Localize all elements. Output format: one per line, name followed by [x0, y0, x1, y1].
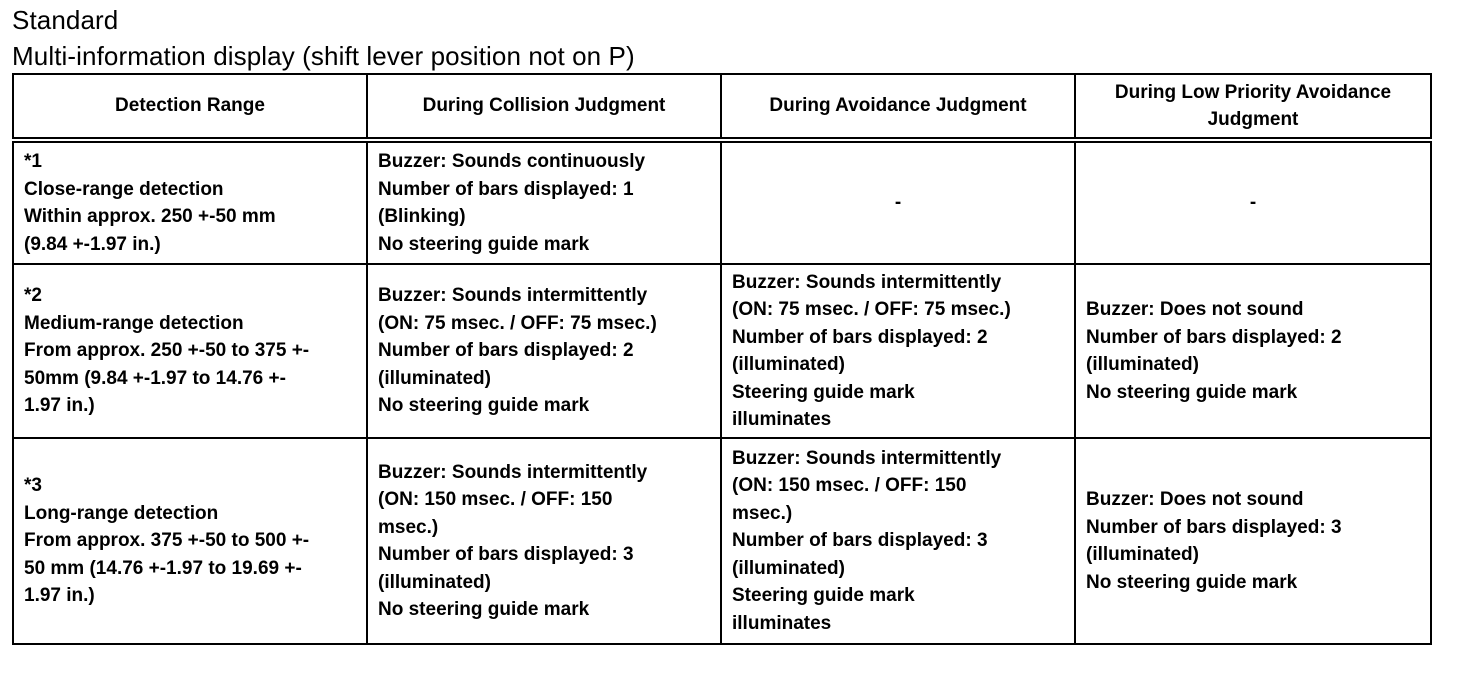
- cell-line: No steering guide mark: [378, 395, 590, 417]
- table-row: [13, 140, 1431, 264]
- cell-avoidance-judgment: [721, 264, 1075, 438]
- document-title: Standard: [12, 5, 119, 35]
- cell-line: -: [894, 192, 902, 214]
- cell-line: (Blinking): [378, 206, 466, 227]
- cell-low-priority-judgment: [1075, 264, 1431, 438]
- cell-line: During Low Priority Avoidance: [1114, 81, 1392, 103]
- table-row: [13, 438, 1431, 644]
- cell-line: Number of bars displayed: 3: [378, 544, 634, 565]
- cell-line: (illuminated): [1086, 354, 1199, 375]
- cell-avoidance-judgment: [721, 140, 1075, 264]
- header-collision-judgment: [367, 74, 721, 140]
- cell-line: (ON: 75 msec. / OFF: 75 msec.): [378, 312, 657, 334]
- cell-line: (ON: 150 msec. / OFF: 150: [378, 489, 613, 510]
- cell-line: Buzzer: Sounds intermittently: [378, 461, 648, 483]
- cell-line: No steering guide mark: [378, 233, 590, 255]
- cell-line: 50 mm (14.76 +-1.97 to 19.69 +-: [24, 557, 302, 579]
- cell-line: 1.97 in.): [24, 585, 95, 607]
- cell-line: (illuminated): [732, 557, 845, 579]
- cell-collision-judgment: [367, 438, 721, 644]
- cell-line: Number of bars displayed: 2: [732, 326, 988, 348]
- cell-detection-range: [13, 140, 367, 264]
- cell-line: Buzzer: Does not sound: [1086, 489, 1304, 510]
- cell-line: msec.): [732, 502, 793, 524]
- cell-line: (ON: 75 msec. / OFF: 75 msec.): [732, 299, 1011, 320]
- cell-line: 1.97 in.): [24, 395, 95, 417]
- cell-line: From approx. 375 +-50 to 500 +-: [24, 530, 310, 552]
- cell-line: illuminates: [732, 409, 832, 430]
- cell-line: Within approx. 250 +-50 mm: [24, 206, 276, 227]
- cell-line: Buzzer: Sounds continuously: [378, 151, 646, 172]
- cell-line: Buzzer: Sounds intermittently: [732, 271, 1002, 293]
- cell-line: No steering guide mark: [1086, 571, 1298, 593]
- title-block: [12, 2, 635, 74]
- detection-table: [12, 73, 1432, 645]
- cell-line: illuminates: [732, 612, 832, 634]
- cell-line: *2: [24, 285, 42, 307]
- cell-line: Steering guide mark: [732, 585, 915, 607]
- cell-line: -: [1249, 192, 1257, 214]
- cell-line: Close-range detection: [24, 178, 224, 200]
- cell-line: Number of bars displayed: 3: [1086, 516, 1342, 538]
- cell-line: No steering guide mark: [1086, 381, 1298, 403]
- cell-line: (illuminated): [378, 571, 491, 593]
- cell-low-priority-judgment: [1075, 438, 1431, 644]
- cell-collision-judgment: [367, 264, 721, 438]
- cell-line: Number of bars displayed: 2: [1086, 326, 1342, 348]
- cell-line: Number of bars displayed: 1: [378, 178, 634, 200]
- cell-line: 50mm (9.84 +-1.97 to 14.76 +-: [24, 367, 286, 389]
- cell-line: Buzzer: Sounds intermittently: [732, 447, 1002, 469]
- cell-line: (illuminated): [1086, 544, 1199, 565]
- cell-detection-range: [13, 438, 367, 644]
- cell-line: Buzzer: Does not sound: [1086, 299, 1304, 320]
- cell-avoidance-judgment: [721, 438, 1075, 644]
- cell-line: No steering guide mark: [378, 599, 590, 620]
- cell-line: During Avoidance Judgment: [769, 95, 1027, 117]
- cell-line: From approx. 250 +-50 to 375 +-: [24, 340, 310, 362]
- header-avoidance-judgment: [721, 74, 1075, 140]
- cell-low-priority-judgment: [1075, 140, 1431, 264]
- cell-line: Judgment: [1207, 109, 1299, 130]
- cell-line: msec.): [378, 516, 439, 538]
- cell-line: Buzzer: Sounds intermittently: [378, 285, 648, 307]
- cell-line: *3: [24, 475, 42, 497]
- cell-collision-judgment: [367, 140, 721, 264]
- cell-line: (ON: 150 msec. / OFF: 150: [732, 475, 967, 497]
- cell-line: (illuminated): [732, 354, 845, 375]
- cell-line: (illuminated): [378, 367, 491, 389]
- cell-line: During Collision Judgment: [422, 95, 666, 117]
- cell-line: (9.84 +-1.97 in.): [24, 233, 161, 255]
- document-subtitle: Multi-information display (shift lever position not on P): [12, 41, 635, 71]
- header-low-priority-avoidance-judgment: [1075, 74, 1431, 140]
- cell-line: Long-range detection: [24, 502, 219, 524]
- cell-line: Medium-range detection: [24, 312, 244, 334]
- table-row: [13, 264, 1431, 438]
- table-header-row: [13, 74, 1431, 140]
- cell-line: Steering guide mark: [732, 381, 915, 403]
- cell-line: Number of bars displayed: 2: [378, 340, 634, 362]
- cell-line: Number of bars displayed: 3: [732, 530, 988, 552]
- cell-detection-range: [13, 264, 367, 438]
- cell-line: Detection Range: [115, 95, 265, 117]
- header-detection-range: [13, 74, 367, 140]
- cell-line: *1: [24, 151, 42, 172]
